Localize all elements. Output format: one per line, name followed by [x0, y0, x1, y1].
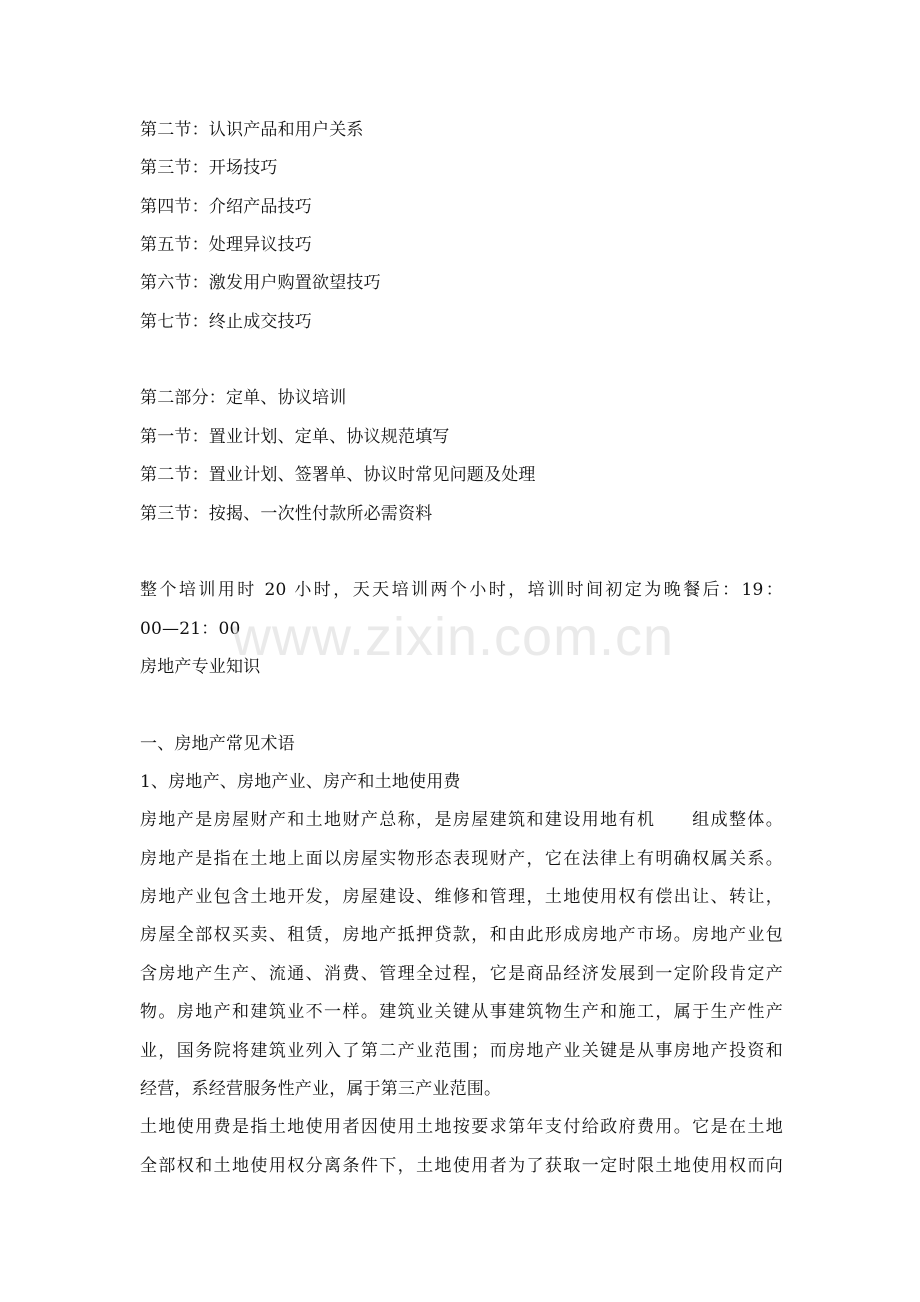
section-heading: 一、房地产常见术语 [140, 734, 295, 754]
body-line: 全部权和土地使用权分离条件下，土地使用者为了获取一定时限土地使用权而向 [140, 1156, 783, 1176]
body-line: 含房地产生产、流通、消费、管理全过程，它是商品经济发展到一定阶段肯定产 [140, 964, 783, 984]
schedule-paragraph-line-1: 整个培训用时 20 小时，天天培训两个小时，培训时间初定为晚餐后：19： [140, 580, 783, 600]
part-two-heading: 第二部分：定单、协议培训 [140, 388, 347, 408]
subsection-heading: 1、房地产、房地产业、房产和土地使用费 [140, 772, 461, 792]
toc-line-section-3: 第三节：开场技巧 [140, 158, 278, 178]
part-two-section-2: 第二节：置业计划、签署单、协议时常见问题及处理 [140, 465, 536, 485]
toc-line-section-5: 第五节：处理异议技巧 [140, 235, 312, 255]
toc-line-section-7: 第七节：终止成交技巧 [140, 312, 312, 332]
part-two-section-1: 第一节：置业计划、定单、协议规范填写 [140, 427, 450, 447]
toc-line-section-4: 第四节：介绍产品技巧 [140, 197, 312, 217]
watermark-text: www.zixin.com.cn [232, 607, 675, 667]
body-line: 土地使用费是指土地使用者因使用土地按要求第年支付给政府费用。它是在土地 [140, 1117, 783, 1137]
body-line: 房地产是指在土地上面以房屋实物形态表现财产，它在法律上有明确权属关系。 [140, 849, 783, 869]
body-line: 房地产是房屋财产和土地财产总称，是房屋建筑和建设用地有机 组成整体。 [140, 810, 783, 830]
toc-line-section-2: 第二节：认识产品和用户关系 [140, 120, 364, 140]
toc-line-section-6: 第六节：激发用户购置欲望技巧 [140, 273, 381, 293]
body-line: 经营，系经营服务性产业，属于第三产业范围。 [140, 1079, 502, 1099]
body-line: 物。房地产和建筑业不一样。建筑业关键从事建筑物生产和施工，属于生产性产 [140, 1002, 783, 1022]
body-line: 业，国务院将建筑业列入了第二产业范围；而房地产业关键是从事房地产投资和 [140, 1041, 783, 1061]
schedule-paragraph-line-2: 00—21：00 [140, 619, 241, 639]
body-line: 房屋全部权买卖、租赁，房地产抵押贷款，和由此形成房地产市场。房地产业包 [140, 925, 783, 945]
chapter-title: 房地产专业知识 [140, 657, 261, 677]
body-line: 房地产业包含土地开发，房屋建设、维修和管理，土地使用权有偿出让、转让， [140, 887, 783, 907]
part-two-section-3: 第三节：按揭、一次性付款所必需资料 [140, 504, 433, 524]
